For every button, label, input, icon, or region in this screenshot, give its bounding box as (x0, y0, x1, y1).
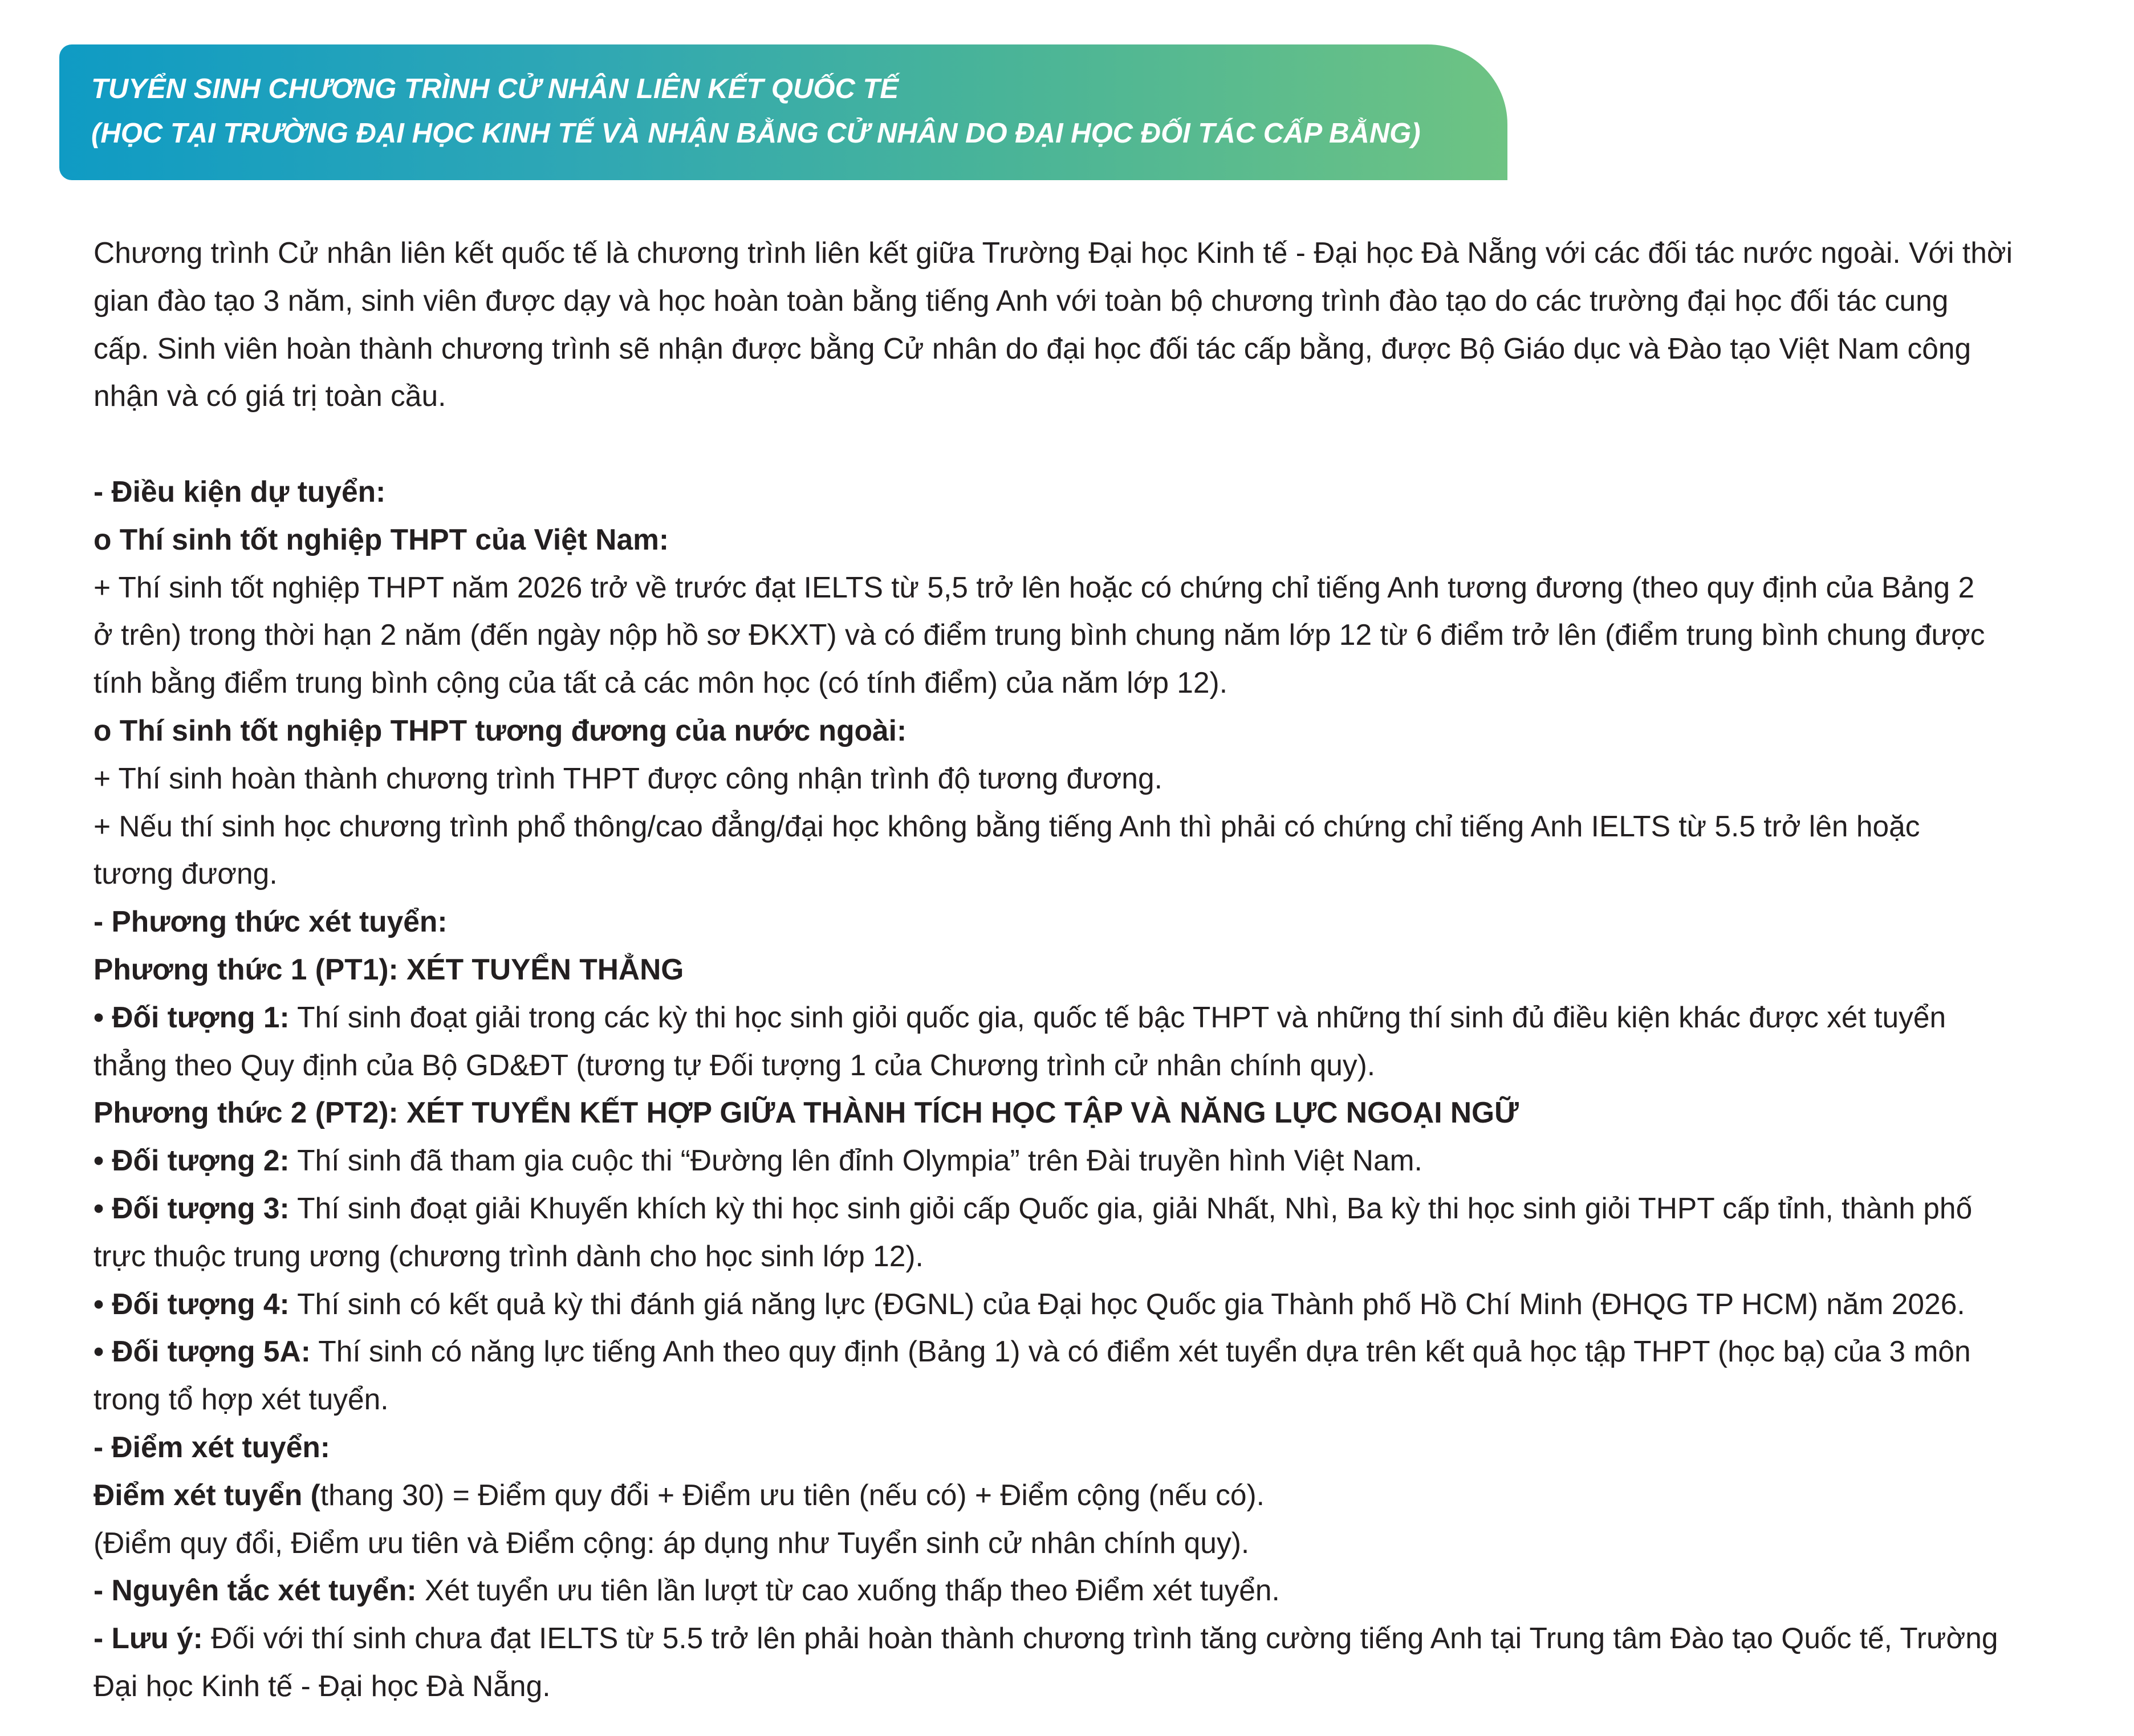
notice-continued: Đại học Kinh tế - Đại học Đà Nẵng. (94, 1669, 551, 1702)
target-1-continued: thẳng theo Quy định của Bộ GD&ĐT (tương tự Đối tượng 1 của Chương trình cử nhân chính quy). (94, 1048, 1376, 1082)
target-3-text: Thí sinh đoạt giải Khuyến khích kỳ thi học sinh giỏi cấp Quốc gia, giải Nhất, Nhì, Ba kỳ thi học sinh giỏi THPT cấp tỉnh, thành phố (289, 1191, 1973, 1225)
principle (94, 1567, 2100, 1615)
header-subtitle: (HỌC TẠI TRƯỜNG ĐẠI HỌC KINH TẾ VÀ NHẬN BẰNG CỬ NHÂN DO ĐẠI HỌC ĐỐI TÁC CẤP BẰNG) (91, 118, 1421, 149)
target-2 (94, 1137, 2100, 1185)
notice (94, 1615, 2100, 1662)
methods-heading: - Phương thức xét tuyển: (94, 905, 448, 938)
body-content (94, 229, 2100, 1710)
vn-condition-line: + Thí sinh tốt nghiệp THPT năm 2026 trở về trước đạt IELTS từ 5,5 trở lên hoặc có chứng chỉ tiếng Anh tương đương (theo quy định của Bảng 2 (94, 570, 1975, 604)
vn-candidates-heading: o Thí sinh tốt nghiệp THPT của Việt Nam: (94, 522, 669, 556)
principle-label: - Nguyên tắc xét tuyển: (94, 1574, 417, 1607)
target-5a (94, 1328, 2100, 1376)
foreign-condition-line: + Nếu thí sinh học chương trình phổ thông/cao đẳng/đại học không bằng tiếng Anh thì phải có chứng chỉ tiếng Anh IELTS từ 5.5 trở lên hoặc (94, 809, 1920, 843)
intro-line: gian đào tạo 3 năm, sinh viên được dạy và học hoàn toàn bằng tiếng Anh với toàn bộ chương trình đào tạo do các trường đại học đối tác cung (94, 283, 1949, 317)
target-4 (94, 1280, 2100, 1328)
header-banner (59, 44, 1507, 180)
foreign-condition-line: + Thí sinh hoàn thành chương trình THPT được công nhận trình độ tương đương. (94, 761, 1162, 795)
target-1 (94, 994, 2100, 1042)
target-5a-continued: trong tổ hợp xét tuyển. (94, 1383, 389, 1416)
spacer (94, 420, 2100, 468)
target-4-label: • Đối tượng 4: (94, 1287, 290, 1320)
score-note: (Điểm quy đổi, Điểm ưu tiên và Điểm cộng: áp dụng như Tuyển sinh cử nhân chính quy). (94, 1526, 1250, 1559)
intro-line: cấp. Sinh viên hoàn thành chương trình sẽ nhận được bằng Cử nhân do đại học đối tác cấp bằng, được Bộ Giáo dục và Đào tạo Việt Nam công (94, 331, 1972, 365)
principle-text: Xét tuyển ưu tiên lần lượt từ cao xuống thấp theo Điểm xét tuyển. (416, 1574, 1280, 1607)
target-3-label: • Đối tượng 3: (94, 1191, 290, 1225)
target-2-text: Thí sinh đã tham gia cuộc thi “Đường lên đỉnh Olympia” trên Đài truyền hình Việt Nam. (289, 1144, 1422, 1177)
target-3 (94, 1185, 2100, 1233)
score-formula-text: thang 30) = Điểm quy đổi + Điểm ưu tiên (nếu có) + Điểm cộng (nếu có). (320, 1478, 1265, 1511)
foreign-candidates-heading: o Thí sinh tốt nghiệp THPT tương đương của nước ngoài: (94, 713, 907, 747)
notice-text: Đối với thí sinh chưa đạt IELTS từ 5.5 trở lên phải hoàn thành chương trình tăng cường tiếng Anh tại Trung tâm Đào tạo Quốc tế, Trường (202, 1621, 1998, 1655)
foreign-condition-line: tương đương. (94, 857, 278, 891)
vn-condition-line: ở trên) trong thời hạn 2 năm (đến ngày nộp hồ sơ ĐKXT) và có điểm trung bình chung năm lớp 12 từ 6 điểm trở lên (điểm trung bình chung được (94, 618, 1985, 652)
target-2-label: • Đối tượng 2: (94, 1144, 290, 1177)
target-1-label: • Đối tượng 1: (94, 1000, 290, 1034)
header-title: TUYỂN SINH CHƯƠNG TRÌNH CỬ NHÂN LIÊN KẾT QUỐC TẾ (91, 74, 899, 104)
target-3-continued: trực thuộc trung ương (chương trình dành cho học sinh lớp 12). (94, 1239, 924, 1272)
target-1-text: Thí sinh đoạt giải trong các kỳ thi học sinh giỏi quốc gia, quốc tế bậc THPT và những thí sinh đủ điều kiện khác được xét tuyển (289, 1000, 1946, 1034)
intro-line: Chương trình Cử nhân liên kết quốc tế là chương trình liên kết giữa Trường Đại học Kinh tế - Đại học Đà Nẵng với các đối tác nước ngoài. Với thời (94, 236, 2013, 269)
vn-condition-line: tính bằng điểm trung bình cộng của tất cả các môn học (có tính điểm) của năm lớp 12). (94, 666, 1228, 700)
conditions-heading: - Điều kiện dự tuyển: (94, 474, 386, 508)
score-formula (94, 1471, 2100, 1519)
score-heading: - Điểm xét tuyển: (94, 1430, 330, 1463)
method-1-title: Phương thức 1 (PT1): XÉT TUYỂN THẲNG (94, 952, 684, 986)
method-2-title: Phương thức 2 (PT2): XÉT TUYỂN KẾT HỢP GIỮA THÀNH TÍCH HỌC TẬP VÀ NĂNG LỰC NGOẠI NGỮ (94, 1096, 1519, 1129)
score-formula-label: Điểm xét tuyển ( (94, 1478, 320, 1511)
target-5a-text: Thí sinh có năng lực tiếng Anh theo quy định (Bảng 1) và có điểm xét tuyển dựa trên kết quả học tập THPT (học bạ) của 3 môn (310, 1335, 1971, 1368)
target-4-text: Thí sinh có kết quả kỳ thi đánh giá năng lực (ĐGNL) của Đại học Quốc gia Thành phố Hồ Chí Minh (ĐHQG TP HCM) năm 2026. (289, 1287, 1965, 1320)
notice-label: - Lưu ý: (94, 1621, 203, 1655)
target-5a-label: • Đối tượng 5A: (94, 1335, 311, 1368)
intro-line: nhận và có giá trị toàn cầu. (94, 379, 446, 413)
